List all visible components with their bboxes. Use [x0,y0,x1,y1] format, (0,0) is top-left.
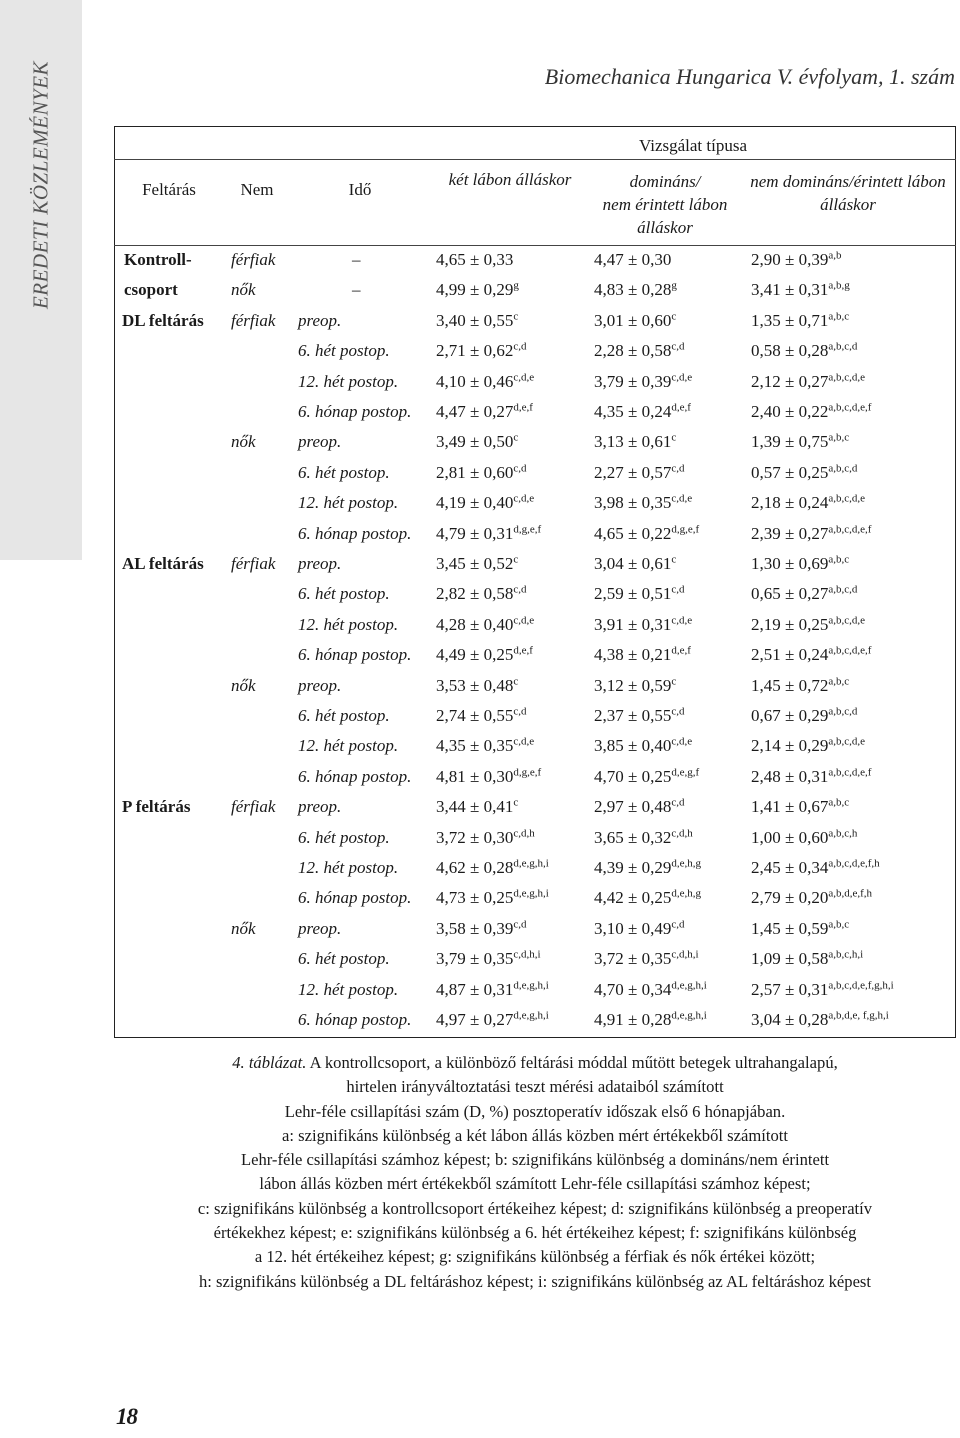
value-mean-sd: 4,70 ± 0,34 [594,980,672,999]
value-mean-sd: 2,40 ± 0,22 [751,402,829,421]
row-value-col2 [594,949,699,969]
significance-superscript: c,d,e [671,492,693,505]
row-ido: preop. [298,432,342,451]
significance-superscript: d,g,e,f [513,766,542,779]
row-value-col2 [594,828,693,848]
row-value-col2 [594,250,671,270]
value-mean-sd: 3,40 ± 0,55 [436,311,514,330]
row-ido: 12. hét postop. [298,493,399,512]
row-ido: 6. hét postop. [298,949,390,968]
significance-superscript: c,d,e [671,614,693,627]
row-feltaras: csoport [124,280,178,299]
row-nem: férfiak [231,250,276,269]
value-mean-sd: 1,45 ± 0,72 [751,676,829,695]
row-nem: férfiak [231,797,276,816]
value-mean-sd: 2,48 ± 0,31 [751,767,829,786]
value-mean-sd: 3,53 ± 0,48 [436,676,514,695]
significance-superscript: d,e,g,h,i [671,1009,707,1022]
row-value-col2 [594,432,676,452]
row-value-col2 [594,372,692,392]
row-value-col3 [751,584,857,604]
row-ido: 12. hét postop. [298,615,399,634]
row-ido: preop. [298,919,342,938]
row-value-col3 [751,797,849,817]
value-mean-sd: 4,65 ± 0,22 [594,524,672,543]
row-ido: 12. hét postop. [298,858,399,877]
row-feltaras: Kontroll- [124,250,192,269]
row-ido: 6. hét postop. [298,706,390,725]
significance-superscript: a,b,c,h,i [828,948,864,961]
row-value-col3 [751,250,841,270]
col-header-feltaras: Feltárás [142,180,196,199]
value-mean-sd: 1,35 ± 0,71 [751,311,829,330]
value-mean-sd: 2,14 ± 0,29 [751,736,829,755]
significance-superscript: d,g,e,f [513,523,542,536]
row-feltaras: AL feltárás [122,554,204,573]
value-mean-sd: 2,71 ± 0,62 [436,341,514,360]
value-mean-sd: 3,98 ± 0,35 [594,493,672,512]
significance-superscript: a,b,d,e, f,g,h,i [828,1009,889,1022]
value-mean-sd: 4,91 ± 0,28 [594,1010,672,1029]
row-feltaras: P feltárás [122,797,191,816]
row-value-col2 [594,706,684,726]
row-value-col1 [436,828,535,848]
significance-superscript: c,d [513,705,527,718]
value-mean-sd: 3,45 ± 0,52 [436,554,514,573]
row-value-col3 [751,949,863,969]
row-value-col2 [594,584,684,604]
col-header-ido: Idő [348,180,372,199]
row-value-col3 [751,980,894,1000]
value-mean-sd: 4,73 ± 0,25 [436,888,514,907]
value-mean-sd: 3,72 ± 0,35 [594,949,672,968]
significance-superscript: a,b,c,d,e,f,h [828,857,880,870]
value-mean-sd: 3,79 ± 0,35 [436,949,514,968]
value-mean-sd: 2,19 ± 0,25 [751,615,829,634]
value-mean-sd: 3,12 ± 0,59 [594,676,672,695]
value-mean-sd: 2,39 ± 0,27 [751,524,829,543]
row-value-col1 [436,463,526,483]
row-value-col1 [436,493,534,513]
significance-superscript: a,b,g [828,279,850,292]
row-value-col2 [594,919,684,939]
value-mean-sd: 1,30 ± 0,69 [751,554,829,573]
row-value-col3 [751,463,857,483]
row-ido: 12. hét postop. [298,980,399,999]
row-value-col3 [751,311,849,331]
significance-superscript: d,e,h,g [671,857,701,870]
significance-superscript: a,b,c,d,e,f [828,401,872,414]
row-value-col2 [594,311,676,331]
value-mean-sd: 0,57 ± 0,25 [751,463,829,482]
row-ido: 6. hét postop. [298,584,390,603]
value-mean-sd: 4,35 ± 0,35 [436,736,514,755]
significance-superscript: c,d,h [513,827,535,840]
row-ido: 12. hét postop. [298,372,399,391]
significance-superscript: d,e,g,f [671,766,700,779]
significance-superscript: a,b,c [828,918,850,931]
value-mean-sd: 3,91 ± 0,31 [594,615,672,634]
row-value-col1 [436,980,549,1000]
row-value-col3 [751,919,849,939]
row-value-col3 [751,645,871,665]
group-header-rule [114,159,956,160]
significance-superscript: c [513,310,519,323]
value-mean-sd: 1,39 ± 0,75 [751,432,829,451]
value-mean-sd: 4,97 ± 0,27 [436,1010,514,1029]
significance-superscript: a,b,c,d,e,f [828,523,872,536]
significance-superscript: g [513,279,519,292]
value-mean-sd: 3,13 ± 0,61 [594,432,672,451]
significance-superscript: c [671,553,677,566]
significance-superscript: d,e,g,h,i [513,979,549,992]
row-value-col2 [594,402,691,422]
row-ido: 12. hét postop. [298,736,399,755]
row-value-col2 [594,980,707,1000]
row-value-col1 [436,311,518,331]
journal-header: Biomechanica Hungarica V. évfolyam, 1. szám [544,64,955,89]
row-value-col1 [436,554,518,574]
significance-superscript: a,b,c [828,553,850,566]
row-value-col1 [436,645,533,665]
significance-superscript: c [671,431,677,444]
value-mean-sd: 4,65 ± 0,33 [436,250,514,269]
row-nem: nők [231,919,256,938]
row-value-col2 [594,1010,707,1030]
value-mean-sd: 3,49 ± 0,50 [436,432,514,451]
row-value-col3 [751,554,849,574]
value-mean-sd: 2,37 ± 0,55 [594,706,672,725]
significance-superscript: d,e,g,h,i [671,979,707,992]
row-ido: 6. hónap postop. [298,402,412,421]
value-mean-sd: 4,49 ± 0,25 [436,645,514,664]
row-ido: – [352,250,361,269]
row-ido: 6. hónap postop. [298,767,412,786]
significance-superscript: c [513,431,519,444]
row-ido: 6. hónap postop. [298,524,412,543]
col-header-dominans: domináns/ nem érintett lábon álláskor [602,172,728,237]
row-value-col1 [436,706,526,726]
significance-superscript: d,e,g,h,i [513,887,549,900]
value-mean-sd: 3,01 ± 0,60 [594,311,672,330]
row-value-col1 [436,372,534,392]
value-mean-sd: 2,79 ± 0,20 [751,888,829,907]
value-mean-sd: 2,90 ± 0,39 [751,250,829,269]
significance-superscript: c,d [671,796,685,809]
row-value-col3 [751,615,865,635]
value-mean-sd: 4,99 ± 0,29 [436,280,514,299]
row-ido: 6. hónap postop. [298,1010,412,1029]
value-mean-sd: 1,00 ± 0,60 [751,828,829,847]
value-mean-sd: 3,72 ± 0,30 [436,828,514,847]
significance-superscript: c,d [513,340,527,353]
value-mean-sd: 2,81 ± 0,60 [436,463,514,482]
row-value-col1 [436,524,541,544]
significance-superscript: d,e,f [513,644,533,657]
row-value-col3 [751,402,871,422]
value-mean-sd: 4,10 ± 0,46 [436,372,514,391]
row-value-col2 [594,280,677,300]
significance-superscript: d,g,e,f [671,523,700,536]
row-value-col1 [436,888,549,908]
row-value-col2 [594,615,692,635]
significance-superscript: a,b,c [828,431,850,444]
row-value-col3 [751,888,872,908]
row-value-col1 [436,584,526,604]
value-mean-sd: 2,51 ± 0,24 [751,645,829,664]
significance-superscript: c,d [671,340,685,353]
significance-superscript: c,d [671,462,685,475]
value-mean-sd: 1,41 ± 0,67 [751,797,829,816]
significance-superscript: c,d,e [513,371,535,384]
significance-superscript: d,e,g,h,i [513,1009,549,1022]
row-value-col3 [751,1010,889,1030]
row-value-col1 [436,341,526,361]
value-mean-sd: 4,70 ± 0,25 [594,767,672,786]
value-mean-sd: 3,04 ± 0,61 [594,554,672,573]
row-value-col3 [751,858,880,878]
significance-superscript: d,e,f [671,644,691,657]
significance-superscript: c [671,675,677,688]
row-value-col1 [436,736,534,756]
row-nem: férfiak [231,554,276,573]
significance-superscript: d,e,h,g [671,887,701,900]
significance-superscript: c [513,796,519,809]
row-value-col1 [436,767,541,787]
row-value-col3 [751,524,871,544]
value-mean-sd: 2,18 ± 0,24 [751,493,829,512]
value-mean-sd: 1,09 ± 0,58 [751,949,829,968]
value-mean-sd: 4,35 ± 0,24 [594,402,672,421]
value-mean-sd: 4,62 ± 0,28 [436,858,514,877]
row-ido: preop. [298,554,342,573]
significance-superscript: c,d [671,918,685,931]
significance-superscript: a,b,c [828,796,850,809]
row-value-col3 [751,280,850,300]
value-mean-sd: 4,87 ± 0,31 [436,980,514,999]
significance-superscript: c,d,h,i [671,948,699,961]
row-nem: nők [231,432,256,451]
value-mean-sd: 3,65 ± 0,32 [594,828,672,847]
value-mean-sd: 4,47 ± 0,27 [436,402,514,421]
significance-superscript: a,b,c [828,310,850,323]
row-value-col2 [594,736,692,756]
significance-superscript: c,d [671,705,685,718]
row-value-col1 [436,949,541,969]
significance-superscript: c,d,e [671,735,693,748]
value-mean-sd: 2,57 ± 0,31 [751,980,829,999]
significance-superscript: c,d [513,462,527,475]
row-value-col1 [436,250,513,270]
row-value-col3 [751,706,857,726]
significance-superscript: a,b,c [828,675,850,688]
value-mean-sd: 0,67 ± 0,29 [751,706,829,725]
value-mean-sd: 2,82 ± 0,58 [436,584,514,603]
row-value-col3 [751,432,849,452]
significance-superscript: c [513,553,519,566]
caption-label: 4. táblázat. [232,1053,307,1072]
row-ido: 6. hét postop. [298,341,390,360]
value-mean-sd: 4,81 ± 0,30 [436,767,514,786]
significance-superscript: a,b [828,249,842,262]
significance-superscript: c [671,310,677,323]
significance-superscript: c,d,e [513,735,535,748]
significance-superscript: c,d [671,583,685,596]
row-value-col2 [594,341,684,361]
row-value-col2 [594,463,684,483]
value-mean-sd: 4,47 ± 0,30 [594,250,672,269]
row-ido: 6. hónap postop. [298,888,412,907]
value-mean-sd: 4,79 ± 0,31 [436,524,514,543]
row-value-col1 [436,919,526,939]
row-value-col2 [594,797,684,817]
value-mean-sd: 1,45 ± 0,59 [751,919,829,938]
value-mean-sd: 2,28 ± 0,58 [594,341,672,360]
row-ido: 6. hónap postop. [298,645,412,664]
value-mean-sd: 0,58 ± 0,28 [751,341,829,360]
significance-superscript: a,b,c,d,e [828,735,865,748]
row-value-col1 [436,797,518,817]
row-value-col3 [751,676,849,696]
significance-superscript: a,b,c,d,e [828,614,865,627]
significance-superscript: a,b,c,d [828,705,858,718]
table-caption [114,1051,956,1294]
row-value-col2 [594,858,701,878]
value-mean-sd: 0,65 ± 0,27 [751,584,829,603]
row-value-col3 [751,341,857,361]
row-value-col3 [751,736,865,756]
significance-superscript: a,b,c,d,e,f,g,h,i [828,979,894,992]
significance-superscript: a,b,c,h [828,827,858,840]
row-ido: 6. hét postop. [298,463,390,482]
row-value-col2 [594,888,701,908]
col-header-ket-labon: két lábon álláskor [448,170,572,189]
row-nem: férfiak [231,311,276,330]
row-ido: preop. [298,797,342,816]
significance-superscript: d,e,f [513,401,533,414]
value-mean-sd: 2,97 ± 0,48 [594,797,672,816]
value-mean-sd: 4,83 ± 0,28 [594,280,672,299]
significance-superscript: c,d [513,918,527,931]
significance-superscript: a,b,c,d [828,340,858,353]
value-mean-sd: 3,58 ± 0,39 [436,919,514,938]
value-mean-sd: 4,19 ± 0,40 [436,493,514,512]
col-header-nem: Nem [240,180,274,199]
row-ido: preop. [298,676,342,695]
row-value-col2 [594,524,699,544]
row-value-col2 [594,767,699,787]
significance-superscript: a,b,c,d [828,583,858,596]
page-number: 18 [116,1404,137,1429]
significance-superscript: d,e,g,h,i [513,857,549,870]
row-value-col2 [594,554,676,574]
significance-superscript: c,d,h [671,827,693,840]
significance-superscript: c [513,675,519,688]
row-value-col1 [436,858,549,878]
row-value-col2 [594,493,692,513]
significance-superscript: c,d,e [513,614,535,627]
significance-superscript: c,d,h,i [513,948,541,961]
significance-superscript: a,b,c,d,e [828,492,865,505]
row-ido: 6. hét postop. [298,828,390,847]
caption-text: A kontrollcsoport, a különböző feltárási móddal műtött betegek ultrahangalapú, hirtelen irányváltoztatási teszt mérési adataiból számított Lehr-féle csillapítási szám (D, %) posztoperatív időszak első 6 hónapjában. a: szignifikáns különbség a két lábon állás közben mért értékekből számított Lehr-féle csillapítási számhoz képest; b: szignifikáns különbség a domináns/nem érintett lábon állás közben mért értékekből számított Lehr-féle csillapítási számhoz képest; c: szignifikáns különbség a kontrollcsoport értékeihez képest; d: szignifikáns különbség a preoperatív értékekhez képest; e: szignifikáns különbség a 6. hét értékeihez képest; f: szignifikáns különbség a 12. hét értékeihez képest; g: szignifikáns különbség a férfiak és nők értékei között; h: szignifikáns különbség a DL feltáráshoz képest; i: szignifikáns különbség az AL feltáráshoz képest [197,1053,873,1291]
value-mean-sd: 3,10 ± 0,49 [594,919,672,938]
value-mean-sd: 4,39 ± 0,29 [594,858,672,877]
value-mean-sd: 3,85 ± 0,40 [594,736,672,755]
significance-superscript: a,b,c,d,e,f [828,644,872,657]
row-value-col1 [436,615,534,635]
value-mean-sd: 4,38 ± 0,21 [594,645,672,664]
col-header-nem-dominans: nem domináns/érintett lábon álláskor [750,172,946,214]
row-ido: – [352,280,361,299]
row-value-col2 [594,645,691,665]
row-value-col1 [436,280,519,300]
row-value-col2 [594,676,676,696]
row-value-col1 [436,432,518,452]
significance-superscript: a,b,c,d,e [828,371,865,384]
value-mean-sd: 4,28 ± 0,40 [436,615,514,634]
significance-superscript: d,e,f [671,401,691,414]
significance-superscript: a,b,d,e,f,h [828,887,873,900]
row-nem: nők [231,676,256,695]
value-mean-sd: 2,12 ± 0,27 [751,372,829,391]
header-bottom-rule [114,245,956,246]
value-mean-sd: 2,74 ± 0,55 [436,706,514,725]
section-side-tab [0,0,82,560]
row-value-col3 [751,493,865,513]
row-value-col1 [436,402,533,422]
value-mean-sd: 3,79 ± 0,39 [594,372,672,391]
row-nem: nők [231,280,256,299]
row-feltaras: DL feltárás [122,311,204,330]
value-mean-sd: 2,27 ± 0,57 [594,463,672,482]
significance-superscript: a,b,c,d [828,462,858,475]
value-mean-sd: 2,59 ± 0,51 [594,584,672,603]
value-mean-sd: 3,44 ± 0,41 [436,797,514,816]
value-mean-sd: 3,04 ± 0,28 [751,1010,829,1029]
significance-superscript: a,b,c,d,e,f [828,766,872,779]
significance-superscript: c,d [513,583,527,596]
significance-superscript: g [671,279,677,292]
significance-superscript: c,d,e [671,371,693,384]
section-label: EREDETI KÖZLEMÉNYEK [28,60,53,310]
row-value-col1 [436,676,518,696]
row-value-col1 [436,1010,549,1030]
group-header: Vizsgálat típusa [638,136,748,155]
significance-superscript: c,d,e [513,492,535,505]
row-ido: preop. [298,311,342,330]
row-value-col3 [751,828,857,848]
row-value-col3 [751,767,871,787]
value-mean-sd: 3,41 ± 0,31 [751,280,829,299]
value-mean-sd: 4,42 ± 0,25 [594,888,672,907]
row-value-col3 [751,372,865,392]
value-mean-sd: 2,45 ± 0,34 [751,858,829,877]
